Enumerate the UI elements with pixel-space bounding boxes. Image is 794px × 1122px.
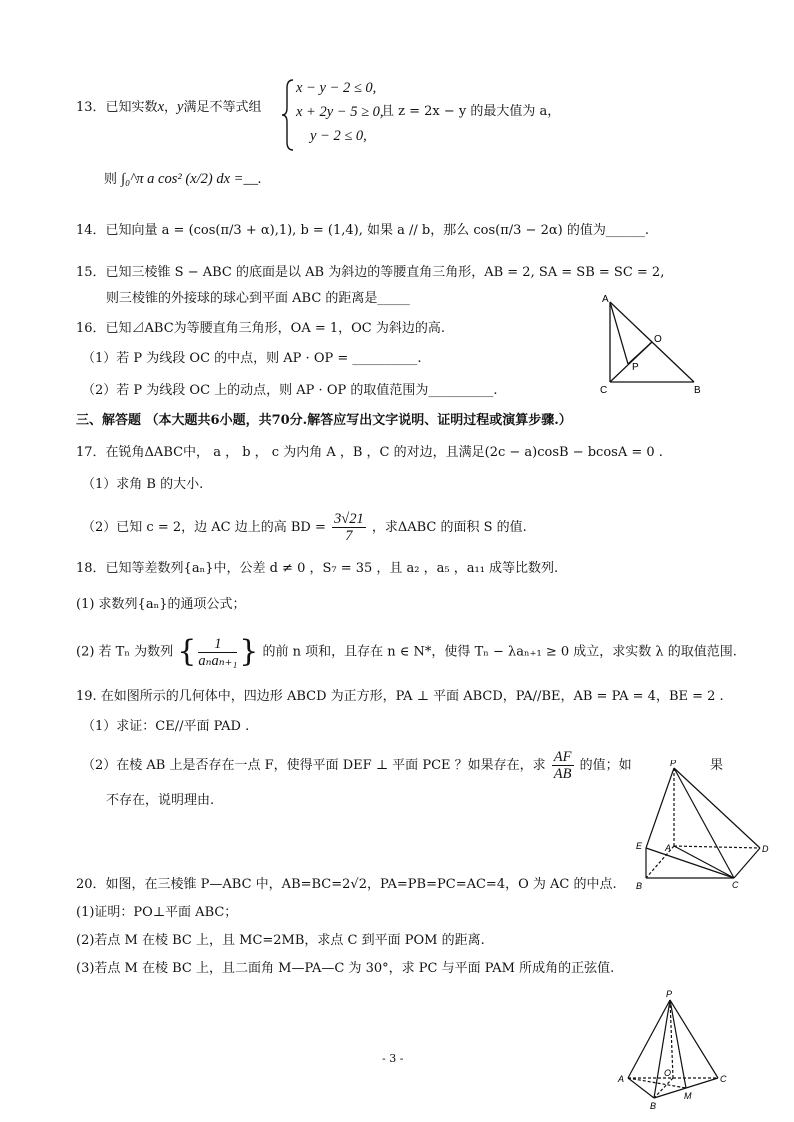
q19-fraction	[552, 749, 574, 782]
q13-ineq1: x − y − 2 ≤ 0,	[296, 80, 377, 96]
q15-line2: 则三棱锥的外接球的球心到平面 ABC 的距离是_____	[106, 291, 410, 306]
q19-edge-PE	[646, 768, 674, 848]
q19-edge-CD	[734, 848, 760, 878]
q18-line3	[76, 632, 737, 673]
q13-lead-text: 已知实数	[105, 100, 158, 115]
q13-number: 13．	[76, 100, 106, 115]
q18-line3a: (2) 若 Tₙ 为数列	[76, 644, 174, 660]
q13-brace-icon	[281, 78, 295, 152]
q19-label-C: C	[732, 880, 739, 890]
q18-frac-den: aₙaₙ₊₁	[198, 652, 238, 669]
q20-line3: (2)若点 M 在棱 BC 上，且 MC=2MB，求点 C 到平面 POM 的距离.	[76, 933, 485, 948]
section-three-heading: 三、解答题 （本大题共6小题，共70分.解答应写出文字说明、证明过程或演算步骤.）	[76, 413, 572, 428]
q20-figure	[614, 988, 734, 1114]
q19-line1: 19. 在如图所示的几何体中，四边形 ABCD 为正方形，PA ⊥ 平面 ABCD，PA//BE，AB = PA = 4，BE = 2 .	[76, 689, 724, 704]
q20-label-O: O	[664, 1068, 672, 1078]
q14-line: 14．已知向量 a = (cos(π/3 + α),1), b = (1,4), 如果 a // b，那么 cos(π/3 − 2α) 的值为______.	[76, 223, 649, 238]
q18-line3b: 的前 n 项和，且存在 n ∈ N*，使得 Tₙ − λaₙ₊₁ ≥ 0 成立，求实数 λ 的取值范围.	[262, 644, 737, 660]
q20-label-B: B	[650, 1101, 657, 1111]
q19-line4: 不存在，说明理由.	[106, 793, 215, 808]
q18-frac-num: 1	[198, 636, 237, 653]
q17-frac-num: 3√21	[334, 511, 364, 527]
q13-var-x: x	[157, 99, 164, 115]
q19-frac-den: AB	[553, 766, 572, 782]
q20-line1: 20．如图，在三棱锥 P—ABC 中，AB=BC=2√2，PA=PB=PC=AC=4，O 为 AC 的中点.	[76, 877, 617, 892]
q19-line3a: （2）在棱 AB 上是否存在一点 F，使得平面 DEF ⊥ 平面 PCE ？如果存在，求	[82, 758, 546, 773]
q13-lead2: 满足不等式组	[183, 100, 262, 115]
q17-frac-den: 7	[345, 528, 353, 544]
q13-tail: 且 z = 2x − y 的最大值为 a，	[381, 104, 561, 119]
q16-line1: 16．已知⊿ABC为等腰直角三角形，OA = 1，OC 为斜边的高.	[76, 321, 446, 336]
q17-line3	[82, 510, 527, 546]
q13-lead	[76, 98, 261, 117]
q19-edge-PD	[674, 768, 760, 848]
q15-line1: 15．已知三棱锥 S − ABC 的底面是以 AB 为斜边的等腰直角三角形，AB = 2, SA = SB = SC = 2,	[76, 265, 665, 280]
q13-then	[104, 170, 262, 189]
q19-label-A: A	[665, 843, 672, 853]
q19-line3b: 的值；如	[579, 758, 632, 773]
q19-frac-num: AF	[553, 749, 572, 765]
q17-line3a: （2）已知 c = 2，边 AC 边上的高 BD =	[82, 520, 326, 535]
q19-line3c: 果	[710, 758, 724, 773]
q17-line1: 17．在锐角ΔABC中， a ， b ， c 为内角 A ，B ，C 的对边，且满足(2c − a)cosB − bcosA = 0 .	[76, 445, 663, 460]
q19-figure	[634, 760, 774, 892]
q18-line1: 18．已知等差数列{aₙ}中，公差 d ≠ 0 ，S₇ = 35 ，且 a₂ ，a₅ ，a₁₁ 成等比数列.	[76, 561, 559, 576]
q13-ineq3: y − 2 ≤ 0,	[310, 128, 367, 144]
q16-figure	[594, 290, 714, 400]
q17-line3b: ，求ΔABC 的面积 S 的值.	[371, 520, 527, 535]
q16-line3: （2）若 P 为线段 OC 上的动点，则 AP · OP 的取值范围为__________.	[82, 383, 498, 398]
q19-label-P: P	[670, 760, 677, 768]
q13-then-text: 则	[104, 172, 118, 187]
q18-brace-left-icon: {	[177, 634, 197, 669]
q18-fraction	[198, 636, 237, 669]
q16-label-P: P	[632, 362, 639, 373]
q13-ineq2: x + 2y − 5 ≥ 0,	[296, 104, 384, 120]
q19-line2: （1）求证：CE//平面 PAD .	[82, 719, 250, 734]
q19-label-D: D	[762, 844, 769, 854]
q16-edge-PO	[628, 342, 652, 364]
q20-edge-AB	[628, 1078, 654, 1098]
q16-line2: （1）若 P 为线段 OC 的中点，则 AP · OP = __________.	[82, 351, 422, 366]
q20-label-A: A	[618, 1074, 625, 1084]
q19-label-E: E	[636, 841, 643, 851]
q19-label-B: B	[636, 881, 643, 891]
q16-label-A: A	[602, 294, 609, 305]
q20-label-M: M	[684, 1091, 692, 1101]
q17-line2: （1）求角 B 的大小.	[82, 477, 204, 492]
page-number: - 3 -	[382, 1052, 404, 1065]
q18-brace-right-icon: }	[239, 634, 259, 669]
q20-line2: (1)证明：PO⊥平面 ABC；	[76, 905, 238, 920]
q17-fraction	[332, 511, 366, 544]
q13-comma: ，	[164, 100, 178, 115]
q18-line2: (1) 求数列{aₙ}的通项公式；	[76, 597, 246, 612]
q20-label-P: P	[666, 989, 673, 999]
q16-label-B: B	[694, 385, 701, 396]
q13-integral: ∫₀^π a cos² (x/2) dx =__.	[121, 171, 262, 187]
q20-line4: (3)若点 M 在棱 BC 上，且二面角 M—PA—C 为 30°，求 PC 与平面 PAM 所成角的正弦值.	[76, 961, 615, 976]
q19-line3	[82, 748, 632, 784]
q20-label-C: C	[720, 1074, 727, 1084]
q13-var-y: y	[177, 99, 184, 115]
q16-label-O: O	[654, 334, 662, 345]
q16-label-C: C	[600, 385, 608, 396]
